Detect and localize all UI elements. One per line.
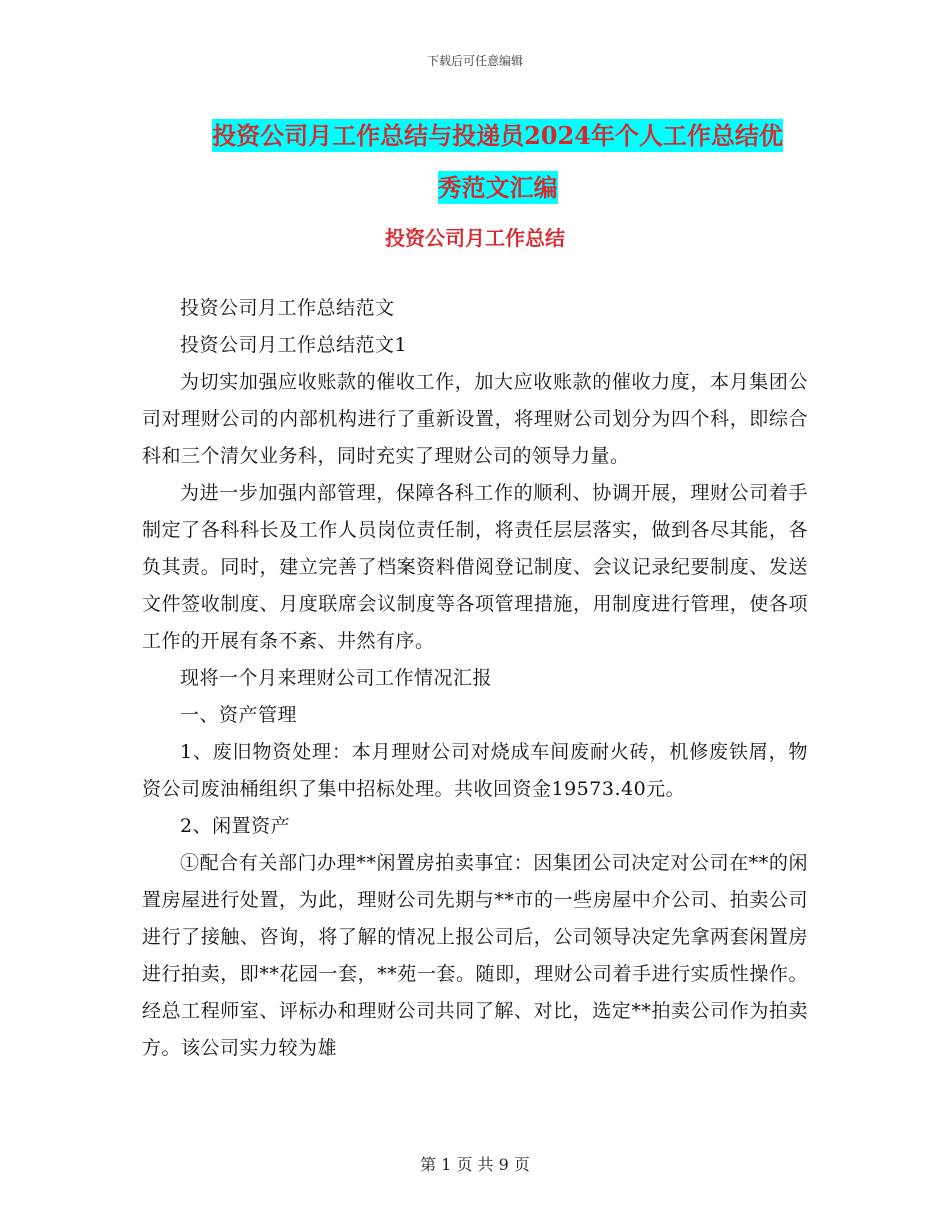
paragraph-subtitle: 投资公司月工作总结范文 [180, 297, 395, 319]
document-title [185, 110, 810, 214]
document-body [142, 290, 808, 1067]
paragraph: ①配合有关部门办理**闲置房拍卖事宜：因集团公司决定对公司在**的闲置房屋进行处置，为此，理财公司先期与**市的一些房屋中介公司、拍卖公司进行了接触、咨询，将了解的情况上报公司后，公司领导决定先拿两套闲置房进行拍卖，即**花园一套，**苑一套。随即，理财公司着手进行实质性操作。经总工程师室、评标办和理财公司共同了解、对比，选定**拍卖公司作为拍卖方。该公司实力较为雄 [142, 852, 808, 1059]
document-title-line-2: 秀范文汇编 [437, 173, 558, 202]
paragraph: 为进一步加强内部管理，保障各科工作的顺利、协调开展，理财公司着手制定了各科科长及工作人员岗位责任制，将责任层层落实，做到各尽其能，各负其责。同时，建立完善了档案资料借阅登记制度、会议记录纪要制度、发送文件签收制度、月度联席会议制度等各项管理措施，用制度进行管理，使各项工作的开展有条不紊、井然有序。 [142, 482, 808, 652]
heading-idle-assets: 2、闲置资产 [180, 815, 291, 837]
section-title: 投资公司月工作总结 [385, 226, 565, 250]
paragraph: 为切实加强应收账款的催收工作，加大应收账款的催收力度，本月集团公司对理财公司的内部机构进行了重新设置，将理财公司划分为四个科，即综合科和三个清欠业务科，同时充实了理财公司的领导力量。 [142, 371, 808, 467]
paragraph: 1、废旧物资处理：本月理财公司对烧成车间废耐火砖，机修废铁屑，物资公司废油桶组织了集中招标处理。共收回资金19573.40元。 [142, 741, 808, 800]
paragraph-subtitle-1: 投资公司月工作总结范文1 [180, 334, 408, 356]
page-footer: 第 1 页 共 9 页 [420, 1155, 530, 1174]
paragraph: 现将一个月来理财公司工作情况汇报 [180, 667, 493, 689]
document-title-line-1: 投资公司月工作总结与投递员2024年个人工作总结优 [212, 121, 783, 150]
heading-asset-management: 一、资产管理 [180, 704, 298, 726]
page-header-note: 下载后可任意编辑 [426, 54, 523, 68]
